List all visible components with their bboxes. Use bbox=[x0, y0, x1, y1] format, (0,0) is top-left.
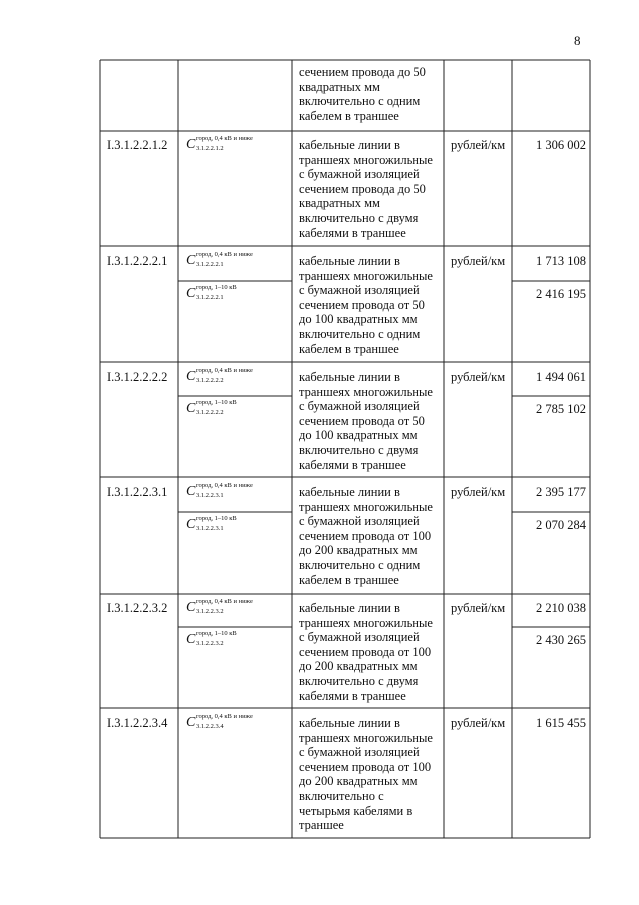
row-4-unit: рублей/км bbox=[451, 485, 506, 499]
row-6-rate-symbol: C город, 0,4 кВ и ниже 3.1.2.2.3.4 bbox=[186, 713, 253, 730]
row-1-rate-symbol: C город, 0,4 кВ и ниже 3.1.2.2.1.2 bbox=[186, 135, 253, 152]
row-5-rate-symbol-b: C город, 1–10 кВ 3.1.2.2.3.2 bbox=[186, 630, 237, 647]
row-4-price-b: 2 070 284 bbox=[536, 518, 586, 532]
row-3-unit: рублей/км bbox=[451, 370, 506, 384]
row-4-rate-symbol-a: C город, 0,4 кВ и ниже 3.1.2.2.3.1 bbox=[186, 482, 253, 499]
row-3-code: I.3.1.2.2.2.2 bbox=[107, 370, 168, 384]
row-5-description: кабельные линии в траншеях многожильные с бумажной изоляцией сечением провода от 100 до 200 квадратных мм включительно с двумя кабелями в траншее bbox=[299, 601, 433, 703]
row-1-code: I.3.1.2.2.1.2 bbox=[107, 138, 168, 152]
row-6-price: 1 615 455 bbox=[536, 716, 586, 730]
row-6-code: I.3.1.2.2.3.4 bbox=[107, 716, 168, 730]
page-number: 8 bbox=[574, 33, 581, 48]
row-2-price-b: 2 416 195 bbox=[536, 287, 586, 301]
row-5-unit: рублей/км bbox=[451, 601, 506, 615]
row-5-rate-symbol-a: C город, 0,4 кВ и ниже 3.1.2.2.3.2 bbox=[186, 598, 253, 615]
row-3-description: кабельные линии в траншеях многожильные с бумажной изоляцией сечением провода от 50 до 100 квадратных мм включительно с двумя кабелями в траншее bbox=[299, 370, 433, 472]
row-2-rate-symbol-a: C город, 0,4 кВ и ниже 3.1.2.2.2.1 bbox=[186, 251, 253, 268]
row-5-code: I.3.1.2.2.3.2 bbox=[107, 601, 168, 615]
row-2-code: I.3.1.2.2.2.1 bbox=[107, 254, 168, 268]
row-3-price-a: 1 494 061 bbox=[536, 370, 586, 384]
row-5-price-b: 2 430 265 bbox=[536, 633, 586, 647]
row-2-unit: рублей/км bbox=[451, 254, 506, 268]
row-6-unit: рублей/км bbox=[451, 716, 506, 730]
row-4-price-a: 2 395 177 bbox=[536, 485, 586, 499]
row-0-description: сечением провода до 50 квадратных мм включительно с одним кабелем в траншее bbox=[299, 65, 426, 123]
row-1-unit: рублей/км bbox=[451, 138, 506, 152]
row-2-description: кабельные линии в траншеях многожильные с бумажной изоляцией сечением провода от 50 до 100 квадратных мм включительно с одним кабелем в траншее bbox=[299, 254, 433, 356]
row-3-rate-symbol-a: C город, 0,4 кВ и ниже 3.1.2.2.2.2 bbox=[186, 367, 253, 384]
row-3-rate-symbol-b: C город, 1–10 кВ 3.1.2.2.2.2 bbox=[186, 399, 237, 416]
row-6-description: кабельные линии в траншеях многожильные с бумажной изоляцией сечением провода от 100 до 200 квадратных мм включительно с четырьмя кабелями в траншее bbox=[299, 716, 433, 833]
row-2-rate-symbol-b: C город, 1–10 кВ 3.1.2.2.2.1 bbox=[186, 284, 237, 301]
row-4-code: I.3.1.2.2.3.1 bbox=[107, 485, 168, 499]
row-4-description: кабельные линии в траншеях многожильные с бумажной изоляцией сечением провода от 100 до 200 квадратных мм включительно с одним кабелем в траншее bbox=[299, 485, 433, 587]
row-1-description: кабельные линии в траншеях многожильные с бумажной изоляцией сечением провода до 50 квадратных мм включительно с двумя кабелями в траншее bbox=[299, 138, 433, 240]
row-4-rate-symbol-b: C город, 1–10 кВ 3.1.2.2.3.1 bbox=[186, 515, 237, 532]
row-2-price-a: 1 713 108 bbox=[536, 254, 586, 268]
row-1-price: 1 306 002 bbox=[536, 138, 586, 152]
row-3-price-b: 2 785 102 bbox=[536, 402, 586, 416]
row-5-price-a: 2 210 038 bbox=[536, 601, 586, 615]
